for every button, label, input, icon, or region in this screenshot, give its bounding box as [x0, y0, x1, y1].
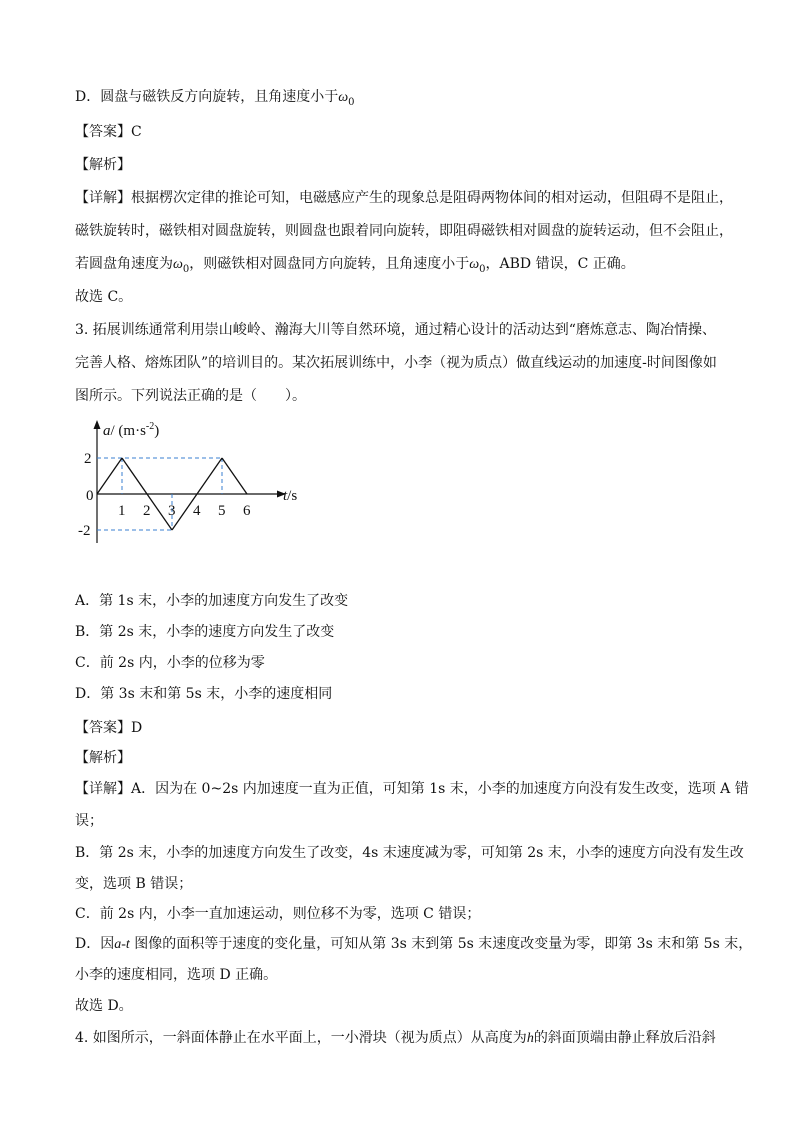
detail-line-3: 若圆盘角速度为$\omega_0$，则磁铁相对圆盘同方向旋转，且角速度小于$\omega_0$，ABD 错误，C 正确。	[75, 256, 635, 275]
q3-option-c: C．前 2s 内，小李的位移为零	[75, 655, 265, 671]
x-tick-label: 2	[143, 503, 151, 519]
q3-stem-line-1: 3. 拓展训练通常利用崇山峻岭、瀚海大川等自然环境，通过精心设计的活动达到“磨炼意志、陶冶情操、	[75, 322, 716, 338]
q3-stem-line-2: 完善人格、熔炼团队”的培训目的。某次拓展训练中，小李（视为质点）做直线运动的加速度-时间图像如	[75, 355, 717, 371]
choose-prev: 故选 C。	[75, 289, 133, 305]
detail-line-1: 【详解】根据楞次定律的推论可知，电磁感应产生的现象总是阻碍两物体间的相对运动，但阻碍不是阻止，	[75, 190, 733, 206]
y-axis-arrow	[94, 420, 101, 429]
q3-option-d: D．第 3s 末和第 5s 末，小李的速度相同	[75, 686, 333, 702]
q3-choose: 故选 D。	[75, 998, 133, 1014]
q3-detail-a: 【详解】A．因为在 0~2s 内加速度一直为正值，可知第 1s 末，小李的加速度方向没有发生改变，选项 A 错	[75, 781, 749, 797]
answer-prev: 【答案】C	[75, 124, 142, 140]
q3-answer: 【答案】D	[75, 720, 143, 736]
y-tick-label: -2	[78, 523, 91, 539]
x-tick-label: 1	[118, 503, 126, 519]
y-tick-label: 2	[84, 451, 92, 467]
q3-detail-d: D．因a-t 图像的面积等于速度的变化量，可知从第 3s 末到第 5s 末速度改变量为零，即第 3s 末和第 5s 末，	[75, 936, 753, 952]
x-tick-label: 3	[168, 503, 176, 519]
tick-labels	[78, 451, 251, 539]
series-segment	[222, 458, 247, 494]
x-axis-label: t/s	[283, 488, 298, 504]
q3-stem-line-3: 图所示。下列说法正确的是（ ）。	[75, 388, 306, 404]
q3-detail-c: C．前 2s 内，小李一直加速运动，则位移不为零，选项 C 错误；	[75, 906, 481, 922]
q3-detail-b-cont: 变，选项 B 错误；	[75, 876, 193, 892]
q3-option-b: B．第 2s 末，小李的速度方向发生了改变	[75, 624, 335, 640]
detail-line-2: 磁铁旋转时，磁铁相对圆盘旋转，则圆盘也跟着同向旋转，即阻碍磁铁相对圆盘的旋转运动，但不会阻止，	[75, 223, 733, 239]
x-tick-label: 4	[193, 503, 201, 519]
acceleration-time-graph	[75, 418, 315, 553]
x-tick-label: 5	[218, 503, 226, 519]
q3-detail-d-cont: 小李的速度相同，选项 D 正确。	[75, 967, 278, 983]
analysis-header-prev: 【解析】	[75, 157, 131, 173]
x-tick-label: 6	[243, 503, 251, 519]
q3-analysis-header: 【解析】	[75, 750, 131, 766]
series-segment	[97, 458, 122, 494]
q3-detail-a-cont: 误；	[75, 813, 103, 829]
q3-detail-b: B．第 2s 末，小李的加速度方向发生了改变，4s 末速度减为零，可知第 2s 末，小李的速度方向没有发生改	[75, 845, 744, 861]
q4-stem-line-1: 4. 如图所示，一斜面体静止在水平面上，一小滑块（视为质点）从高度为h的斜面顶端由静止释放后沿斜	[75, 1030, 716, 1046]
option-d-prev: D．圆盘与磁铁反方向旋转，且角速度小于$\omega_0$	[75, 89, 355, 108]
y-axis-label: a/ $(m\cdot s^{-2})$	[103, 421, 160, 439]
q3-option-a: A．第 1s 末，小李的加速度方向发生了改变	[75, 593, 349, 609]
origin-label: 0	[86, 488, 94, 504]
